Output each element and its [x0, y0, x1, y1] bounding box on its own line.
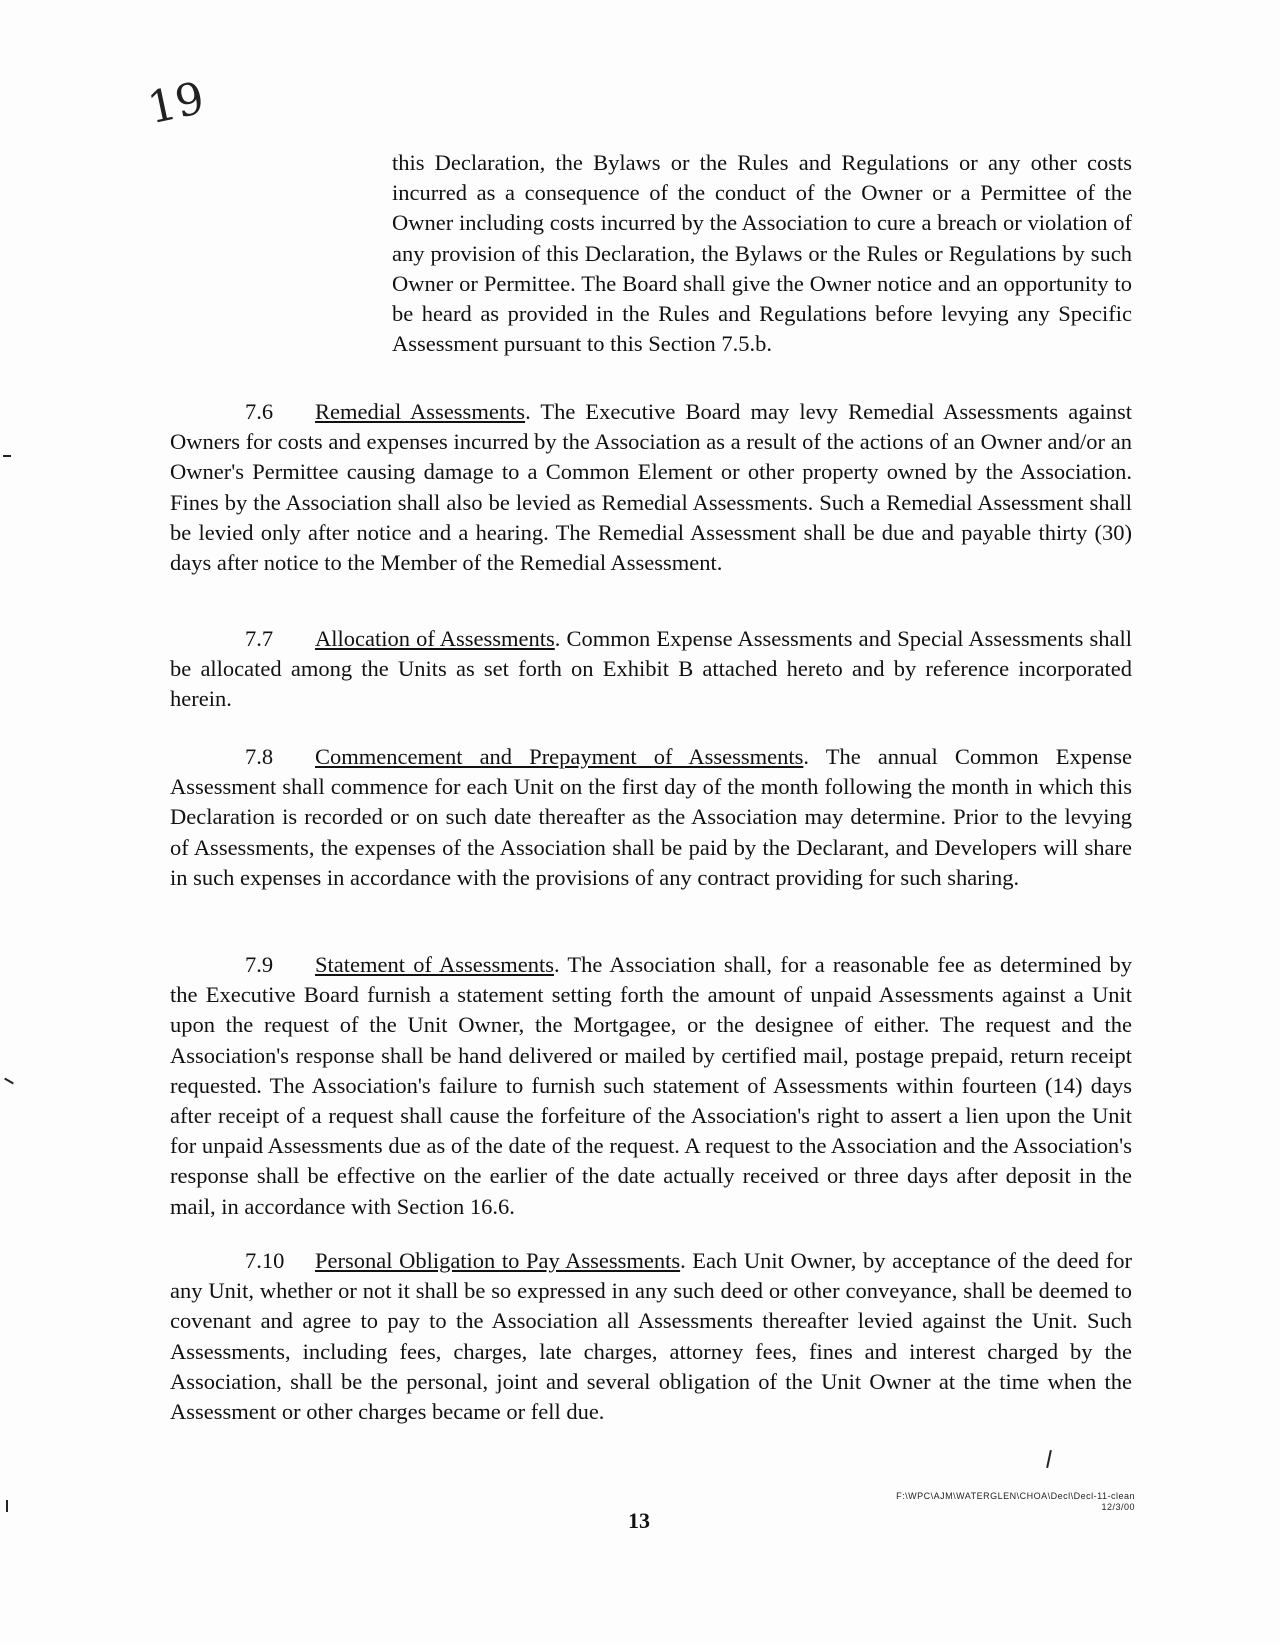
continuation-paragraph: this Declaration, the Bylaws or the Rules and Regulations or any other costs incurred as a consequence of the conduct of the Owner or a Permittee of the Owner including costs incurred by the Association to cure a breach or violation of any provision of this Declaration, the Bylaws or the Rules or Regulations by such Owner or Permittee. The Board shall give the Owner notice and an opportunity to be heard as provided in the Rules and Regulations before levying any Specific Assessment pursuant to this Section 7.5.b.: [392, 150, 1132, 357]
section-7-6: [170, 397, 1132, 578]
section-number: 7.7: [245, 626, 274, 651]
section-heading: Personal Obligation to Pay Assessments: [315, 1248, 681, 1273]
file-reference: [845, 1491, 1135, 1513]
file-reference-path: F:\WPC\AJM\WATERGLEN\CHOA\Decl\Decl-11-clean: [896, 1491, 1135, 1501]
section-7-8: [170, 742, 1132, 893]
section-heading: Remedial Assessments: [315, 399, 526, 424]
section-heading: Commencement and Prepayment of Assessments: [315, 744, 804, 769]
section-text: . The Executive Board may levy Remedial Assessments against Owners for costs and expenses incurred by the Association as a result of the actions of an Owner and/or an Owner's Permittee causing damage to a Common Element or other property owned by the Association. Fines by the Association shall also be levied as Remedial Assessments. Such a Remedial Assessment shall be levied only after notice and a hearing. The Remedial Assessment shall be due and payable thirty (30) days after notice to the Member of the Remedial Assessment.: [170, 399, 1132, 576]
section-text: . Each Unit Owner, by acceptance of the deed for any Unit, whether or not it shall be so expressed in any such deed or other conveyance, shall be deemed to covenant and agree to pay to the Association all Assessments thereafter levied against the Unit. Such Assessments, including fees, charges, late charges, attorney fees, fines and interest charged by the Association, shall be the personal, joint and several obligation of the Unit Owner at the time when the Assessment or other charges became or fell due.: [170, 1248, 1133, 1425]
stray-mark: [4, 1078, 14, 1085]
page-number: 13: [628, 1508, 650, 1533]
file-reference-date: 12/3/00: [1101, 1502, 1135, 1512]
stray-mark: [3, 455, 11, 457]
section-number: 7.10: [245, 1248, 285, 1273]
section-number: 7.8: [245, 744, 274, 769]
section-text: . The annual Common Expense Assessment shall commence for each Unit on the first day of the month following the month in which this Declaration is recorded or on such date thereafter as the Association may determine. Prior to the levying of Assessments, the expenses of the Association shall be paid by the Declarant, and Developers will share in such expenses in accordance with the provisions of any contract providing for such sharing.: [170, 744, 1133, 890]
handwritten-page-mark: 19: [143, 72, 209, 135]
section-number: 7.6: [245, 399, 274, 424]
section-text: . Common Expense Assessments and Special Assessments shall be allocated among the Units as set forth on Exhibit B attached hereto and by reference incorporated herein.: [170, 626, 1133, 712]
section-text: . The Association shall, for a reasonable fee as determined by the Executive Board furnish a statement setting forth the amount of unpaid Assessments against a Unit upon the request of the Unit Owner, the Mortgagee, or the designee of either. The request and the Association's response shall be hand delivered or mailed by certified mail, postage prepaid, return receipt requested. The Association's failure to furnish such statement of Assessments within fourteen (14) days after receipt of a request shall cause the forfeiture of the Association's right to assert a lien upon the Unit for unpaid Assessments due as of the date of the request. A request to the Association and the Association's response shall be effective on the earlier of the date actually received or three days after deposit in the mail, in accordance with Section 16.6.: [170, 952, 1132, 1219]
section-7-9: [170, 950, 1132, 1222]
section-number: 7.9: [245, 952, 274, 977]
section-7-7: [170, 624, 1132, 715]
section-heading: Allocation of Assessments: [315, 626, 555, 651]
section-heading: Statement of Assessments: [315, 952, 554, 977]
stray-mark: [6, 1500, 8, 1512]
stray-mark: [1046, 1450, 1052, 1468]
section-7-10: [170, 1246, 1132, 1427]
